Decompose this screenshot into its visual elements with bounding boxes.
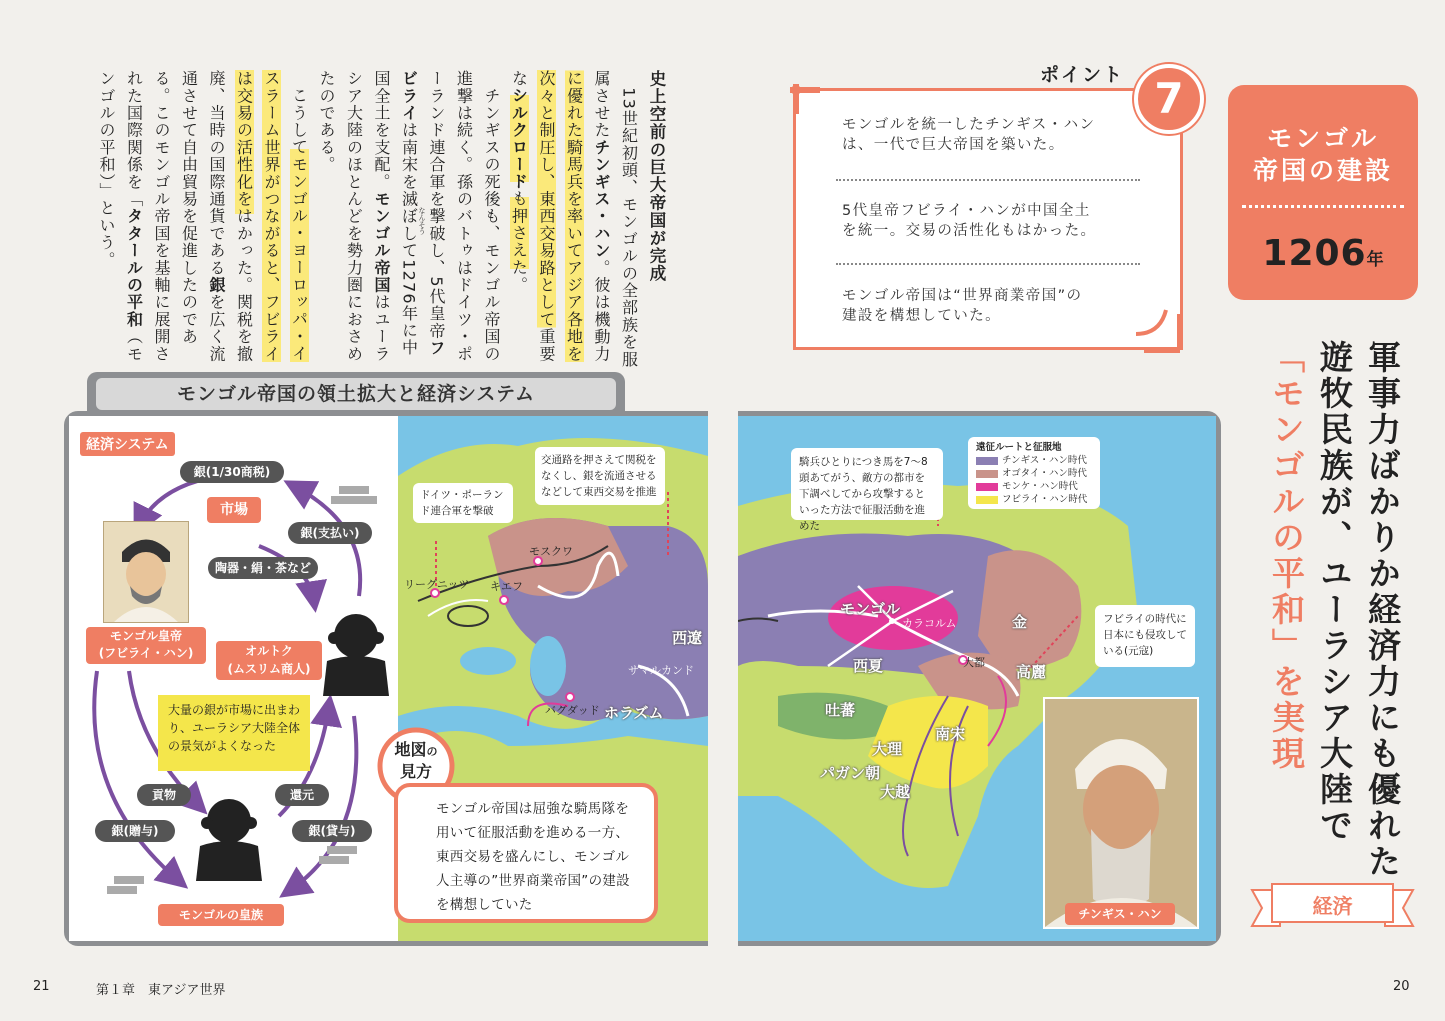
legend-rows [976,454,1092,506]
legend-swatch [976,483,998,491]
legend-item [976,454,1092,467]
paragraph-2: チンギスの死後も、モンゴル帝国の進撃は続く。孫のバトゥはドイツ・ポーランド連合軍を撃破し、5代皇帝フビライは南宋を滅ぼして1276年に中国全土を支配。モンゴル帝国はユーラシア大陸のほとんどを勢力圏におさめたのである。 [317,70,501,363]
place-jin: 金 [1012,613,1028,631]
catch-copy [1262,340,1406,880]
place-pagan: パガン朝 [820,764,881,782]
category-label: 経済 [1312,894,1353,918]
label-silver-gift: 銀(贈与) [95,820,175,842]
chapter-label: 第１章 東アジア世界 [96,983,226,998]
place-kiev: キエフ [490,580,523,593]
place-dadu: 大都 [963,656,985,669]
body-heading: 史上空前の巨大帝国が完成 [647,70,666,283]
place-tubo: 吐蕃 [825,701,856,719]
place-baghdad: バグダッド [545,704,600,717]
body-text [40,70,670,370]
market-box: 市場 [207,497,261,523]
point-item-2: 5代皇帝フビライ・ハンが中国全土 を統一。交易の活性化もはかった。 [842,203,1097,239]
ortoq-label: オルトク (ムスリム商人) [216,641,322,680]
how-to-read-label: 地図の 見方 [394,740,438,781]
label-goods: 陶器・絹・茶など [208,557,318,579]
point-label: ポイント [1040,64,1125,86]
legend-item [976,467,1092,480]
title-line-2: 帝国の建設 [1252,156,1393,185]
imperial-family-label: モンゴルの皇族 [158,904,284,926]
legend-swatch [976,496,998,504]
paragraph-3: こうしてモンゴル・ヨーロッパ・イスラーム世界がつながると、フビライは交易の活性化をはかった。関税を撤廃、当時の国際通貨である銀を広く流通させて自由貿易を促進したのである。このモンゴル帝国を基軸に展開された国際関係を「タタールの平和（モンゴルの平和）」という。 [97,70,309,363]
place-nansong: 南宋 [935,725,966,743]
title-divider [1242,205,1404,208]
point-box-corners [780,74,1200,364]
cavalry-note: 騎兵ひとりにつき馬を7〜8頭あてがう、敵方の都市を下調べしてから攻撃するといった方法で征服活動を進めた [791,448,943,520]
legend-swatch [976,470,998,478]
legend-label: フビライ・ハン時代 [1002,494,1088,505]
legend-label: モンケ・ハン時代 [1002,481,1078,492]
place-samarkand: サマルカンド [628,664,694,677]
year: 1206 [1262,233,1367,274]
legend-label: オゴタイ・ハン時代 [1002,468,1087,479]
how-to-read-text: モンゴル帝国は屈強な騎馬隊を用いて征服活動を進める一方、東西交易を盛んにし、モンゴル人主導の”世界商業帝国”の建設を構想していた [394,783,658,923]
paragraph-1: 13世紀初頭、モンゴルの全部族を服属させたチンギス・ハン。彼は機動力に優れた騎馬兵を率いてアジア各地を次々と制圧し、東西交易路として重要なシルクロードも押さえた。 [509,70,639,368]
silver-circulation-note: 大量の銀が市場に出まわり、ユーラシア大陸全体の景気がよくなった [158,695,310,771]
point-item-3: モンゴル帝国は“世界商業帝国”の 建設を構想していた。 [842,288,1083,324]
economic-system-label: 経済システム [80,432,175,456]
place-moscow: モスクワ [529,545,573,558]
catch-line-2: 遊牧民族が、ユーラシア大陸で [1315,340,1354,844]
figure-title: モンゴル帝国の領土拡大と経済システム [96,378,616,410]
page-number-right: 20 [1393,979,1410,994]
page-number-left: 21 [33,979,50,994]
point-item-1: モンゴルを統一したチンギス・ハン は、一代で巨大帝国を築いた。 [842,117,1096,153]
catch-line-1: 軍事力ばかりか経済力にも優れた [1363,340,1402,880]
place-daiyue: 大越 [880,783,911,801]
germany-note: ドイツ・ポーランド連合軍を撃破 [413,483,513,523]
place-dali: 大理 [872,740,903,758]
genghis-caption: チンギス・ハン [1065,903,1175,925]
place-xixia: 西夏 [853,657,884,675]
legend-swatch [976,457,998,465]
legend-title: 遠征ルートと征服地 [976,442,1062,453]
kublai-portrait [103,521,189,623]
title-box [1228,85,1418,300]
place-mongol: モンゴル [840,600,901,618]
label-silver-loan: 銀(貸与) [292,820,372,842]
title-line-1: モンゴル [1266,124,1379,153]
trade-note: 交通路を押さえて関税をなくし、銀を流通させるなどして東西交易を推進 [535,447,665,505]
place-liegnitz: リーグニッツ [404,578,470,591]
place-khwarazm: ホラズム [604,704,664,722]
japan-invasion-note: フビライの時代に日本にも侵攻している(元寇) [1095,605,1195,667]
place-xiliao: 西遼 [672,629,703,647]
legend-item [976,493,1092,506]
place-goryeo: 高麗 [1016,663,1047,681]
place-karakorum: カラコルム [902,617,957,630]
point-number-badge: 7 [1134,64,1204,134]
legend-item [976,480,1092,493]
page-gutter [708,410,738,950]
emperor-label: モンゴル皇帝 (フビライ・ハン) [86,627,206,664]
genghis-portrait [1043,697,1199,929]
year-unit: 年 [1366,250,1384,270]
label-silver-tax: 銀(1/30商税) [180,461,284,483]
label-tribute: 貢物 [137,784,191,806]
label-silver-payment: 銀(支払い) [288,522,372,544]
legend-label: チンギス・ハン時代 [1002,455,1087,466]
catch-line-3: 「モンゴルの平和」を実現 [1267,340,1306,772]
ruby-nansou: なんそう [418,207,426,235]
legend [968,437,1100,509]
label-return: 還元 [275,784,329,806]
